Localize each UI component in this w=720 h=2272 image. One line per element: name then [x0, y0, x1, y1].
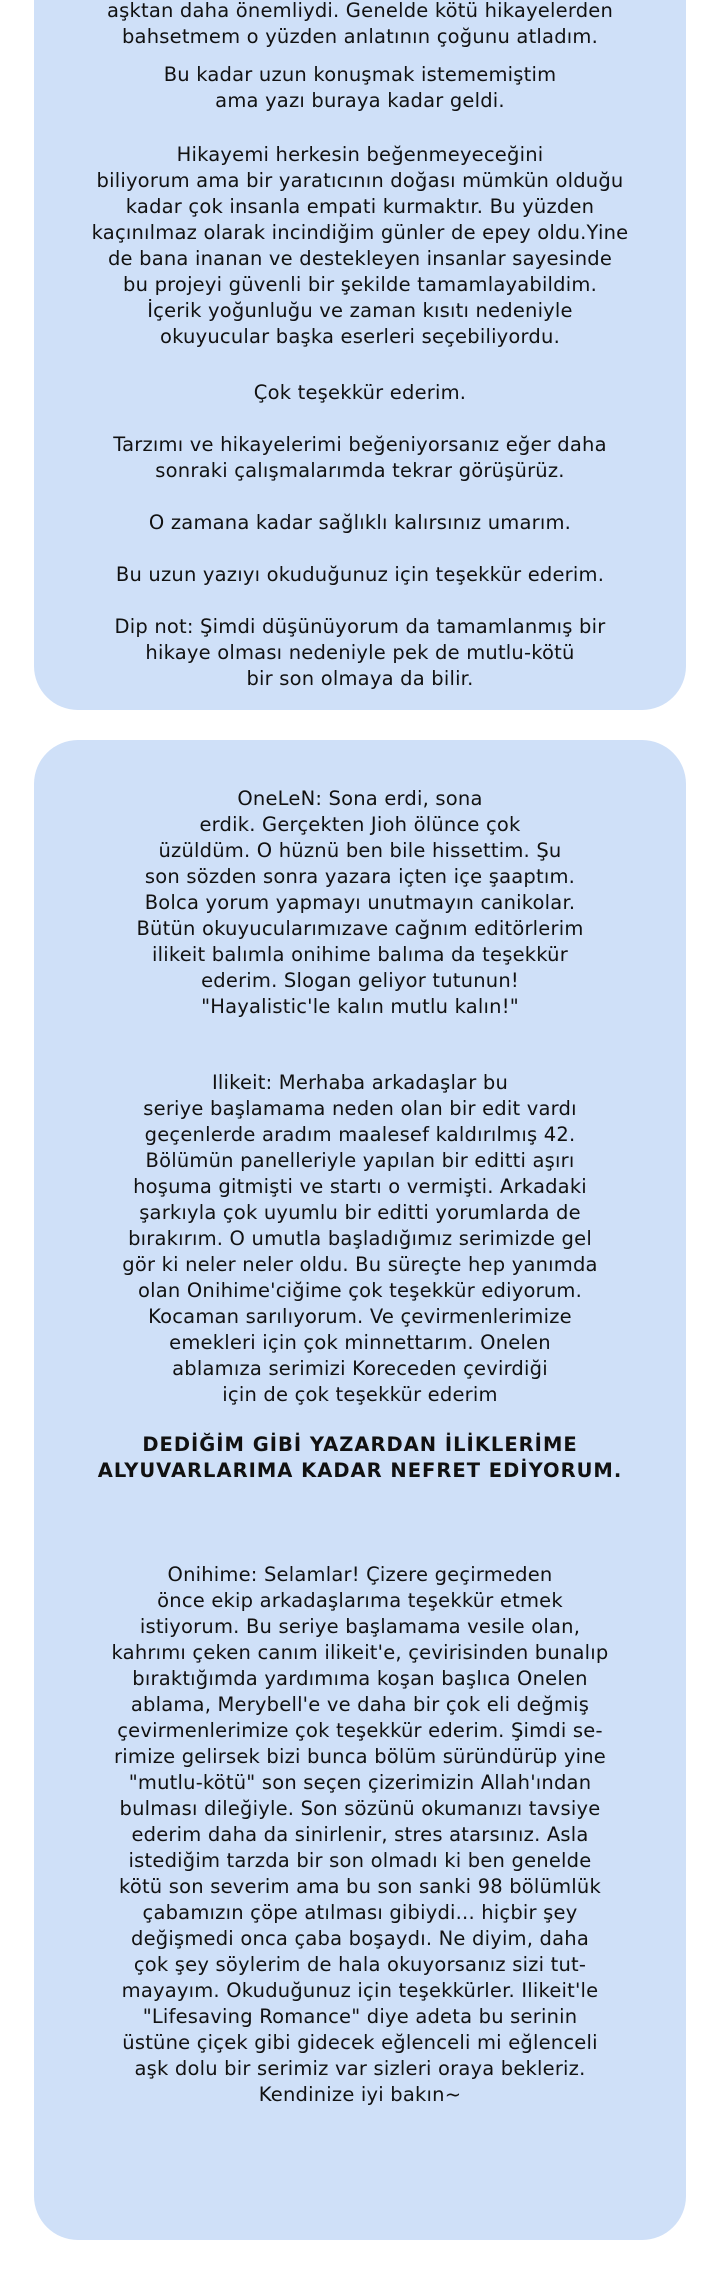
paragraph-creator-empathy: Hikayemi herkesin beğenmeyeceğini biliyorum ama bir yaratıcının doğası mümkün olduğu kadar çok insanla empati kurmaktır. Bu yüzden kaçınılmaz olarak incindiğim günler de epey oldu.Yine de bana inanan ve destekleyen insanlar sayesinde bu projeyi güvenli bir şekilde tamamlayabildim. İçerik yoğunluğu ve zaman kısıtı nedeniyle okuyucular başka eserleri seçebiliyordu.	[91, 143, 629, 348]
paragraph-stay-healthy: O zamana kadar sağlıklı kalırsınız umarım.	[148, 511, 572, 534]
ilikeit-heading: DEDİĞİM GİBİ YAZARDAN İLİKLERİME ALYUVARLARIMA KADAR NEFRET EDİYORUM.	[97, 1433, 623, 1482]
onihime-note: Onihime: Selamlar! Çizere geçirmeden önce ekip arkadaşlarıma teşekkür etmek istiyorum. Bu seriye başlamama vesile olan, kahrımı çeken canım ilikeit'e, çevirisinden bunalıp bıraktığımda yardımıma koşan başlıca Onelen ablama, Merybell'e ve daha bir çok eli değmiş çevirmenlerimize çok teşekkür ederim. Şimdi se- rimize gelirsek bizi bunca bölüm süründürüp yine "mutlu-kötü" son seçen çizerimizin Allah'ından bulması dileğiyle. Son sözünü okumanızı tavsiye ederim daha da sinirlenir, stres atarsınız. Asla istediğim tarzda bir son olmadı ki ben genelde kötü son severim ama bu son sanki 98 bölümlük çabamızın çöpe atılması gibiydi... hiçbir şey değişmedi onca çaba boşaydı. Ne diyim, daha çok şey söylerim de hala okuyorsanız sizi tut- mayayım. Okuduğunuz için teşekkürler. Ilikeit'le "Lifesaving Romance" diye adeta bu serinin üstüne çiçek gibi gidecek eğlenceli mi eğlenceli aşk dolu bir serimiz var sizleri oraya bekleriz. Kendinize iyi bakın~	[111, 1563, 609, 2106]
paragraph-thanks-reading: Bu uzun yazıyı okuduğunuz için teşekkür ederim.	[115, 563, 605, 586]
paragraph-postscript: Dip not: Şimdi düşünüyorum da tamamlanmış bir hikaye olması nedeniyle pek de mutlu-kötü bir son olmaya da bilir.	[114, 615, 606, 690]
paragraph-long-talk: Bu kadar uzun konuşmak istememiştim ama yazı buraya kadar geldi.	[163, 63, 557, 112]
paragraph-skipped-narrative: aşktan daha önemliydi. Genelde kötü hikayelerden bahsetmem o yüzden anlatının çoğunu atladım.	[106, 0, 614, 48]
paragraph-next-works: Tarzımı ve hikayelerimi beğeniyorsanız eğer daha sonraki çalışmalarımda tekrar görüşürüz.	[113, 433, 607, 482]
team-notes-panel	[34, 740, 686, 2240]
ilikeit-note: Ilikeit: Merhaba arkadaşlar bu seriye başlamama neden olan bir edit vardı geçenlerde aradım maalesef kaldırılmış 42. Bölümün panelleriyle yapılan bir editti aşırı hoşuma gitmişti ve startı o vermişti. Arkadaki şarkıyla çok uyumlu bir editti yorumlarda de bırakırım. O umutla başladığımız serimizde gel gör ki neler neler oldu. Bu süreçte hep yanımda olan Onihime'ciğime çok teşekkür ediyorum. Kocaman sarılıyorum. Ve çevirmenlerimize emekleri için çok minnettarım. Onelen ablamıza serimizi Koreceden çevirdiği için de çok teşekkür ederim	[122, 1071, 598, 1406]
paragraph-thanks: Çok teşekkür ederim.	[253, 381, 467, 404]
author-note-panel	[34, 0, 686, 710]
onelen-note: OneLeN: Sona erdi, sona erdik. Gerçekten Jioh ölünce çok üzüldüm. O hüznü ben bile hissettim. Şu son sözden sonra yazara içten içe şaaptım. Bolca yorum yapmayı unutmayın canikolar. Bütün okuyucularımızave cağnım editörlerim ilikeit balımla onihime balıma da teşekkür ederim. Slogan geliyor tutunun! "Hayalistic'le kalın mutlu kalın!"	[136, 787, 584, 1018]
